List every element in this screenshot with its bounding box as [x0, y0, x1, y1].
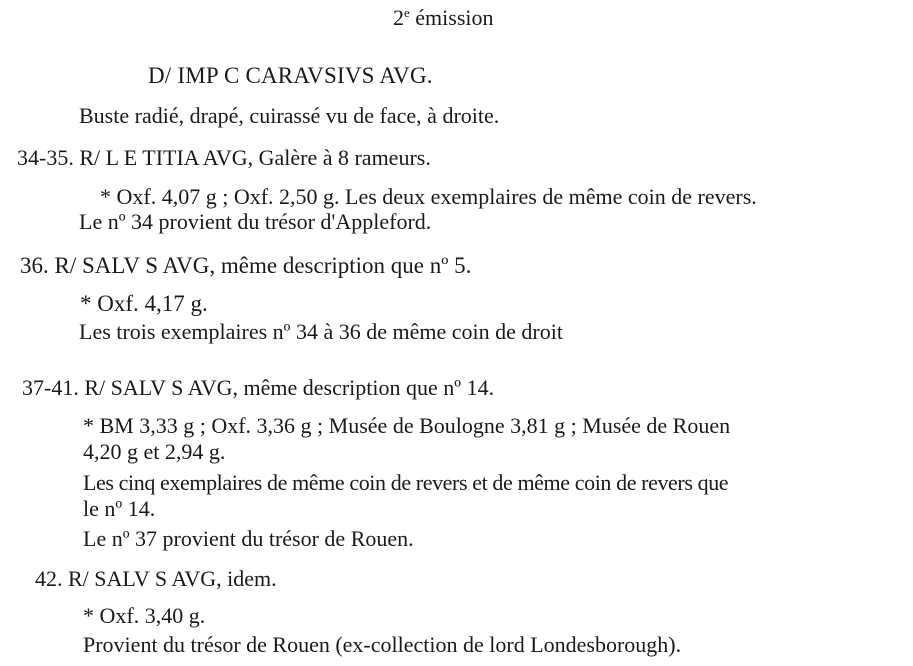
entry-heading: 37-41. R/ SALV S AVG, même description que nº 14. [22, 375, 495, 400]
entry-line: Provient du trésor de Rouen (ex-collection de lord Londesborough). [83, 632, 682, 657]
entry-line: Les cinq exemplaires de même coin de revers et de même coin de revers que [83, 470, 729, 495]
entry-line: 4,20 g et 2,94 g. [83, 439, 226, 464]
entry-line: Le nº 37 provient du trésor de Rouen. [83, 526, 414, 551]
heading-number: 2 [393, 5, 404, 30]
heading-text: émission [409, 5, 494, 30]
entry-heading: 36. R/ SALV S AVG, même description que nº 5. [20, 253, 472, 278]
section-heading [393, 4, 494, 32]
heading-superscript: e [404, 5, 410, 20]
entry-heading: 34-35. R/ L E TITIA AVG, Galère à 8 rameurs. [17, 145, 431, 170]
entry-heading: 42. R/ SALV S AVG, idem. [35, 566, 277, 591]
obverse-description: Buste radié, drapé, cuirassé vu de face, à droite. [79, 103, 500, 128]
entry-line: * Oxf. 4,07 g ; Oxf. 2,50 g. Les deux exemplaires de même coin de revers. [100, 184, 757, 209]
entry-line: le nº 14. [83, 496, 156, 521]
obverse-legend: D/ IMP C CARAVSIVS AVG. [148, 63, 433, 88]
entry-line: * Oxf. 3,40 g. [83, 603, 206, 628]
entry-line: * Oxf. 4,17 g. [80, 291, 208, 316]
entry-line: Le nº 34 provient du trésor d'Appleford. [79, 209, 432, 234]
entry-line: Les trois exemplaires nº 34 à 36 de même coin de droit [79, 319, 563, 344]
entry-line: * BM 3,33 g ; Oxf. 3,36 g ; Musée de Boulogne 3,81 g ; Musée de Rouen [83, 413, 731, 438]
